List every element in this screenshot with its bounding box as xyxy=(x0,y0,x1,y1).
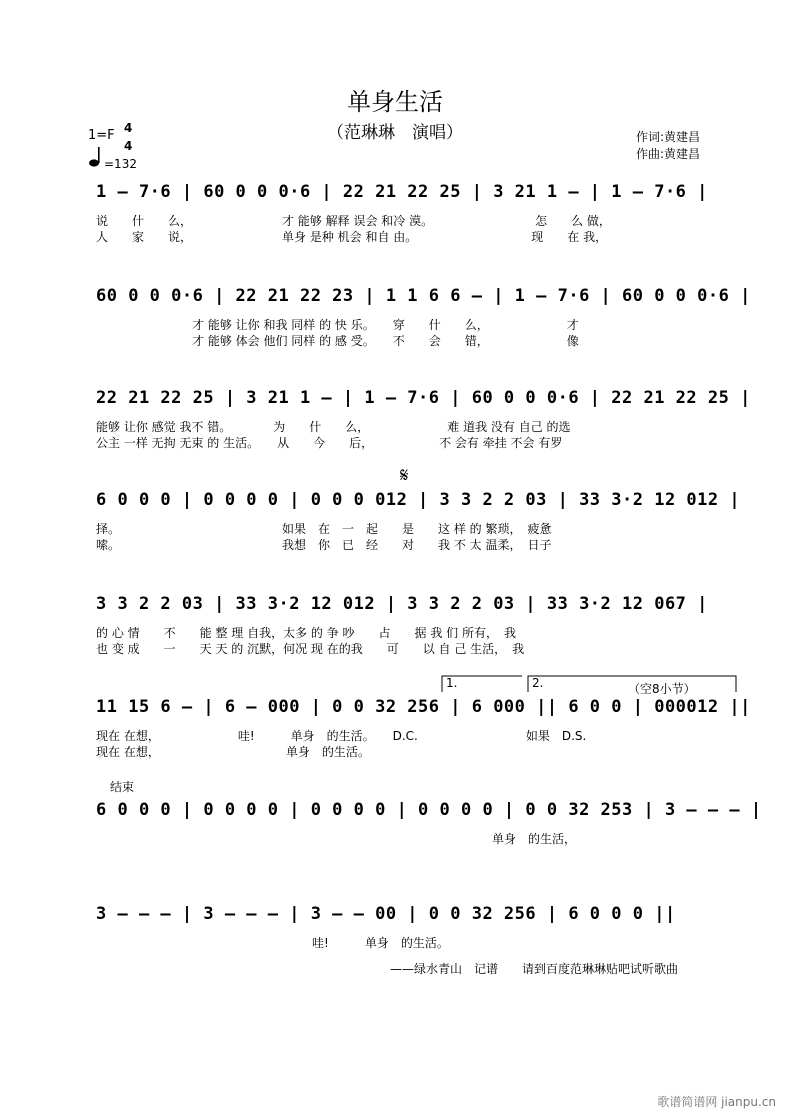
lyric-line-2: 嗦。 我想 你 已 经 对 我 不 太 温柔， 日子 xyxy=(96,538,552,552)
song-title: 单身生活 xyxy=(347,88,443,116)
transcriber-footer: ——绿水青山 记谱 请到百度范琳琳贴吧试听歌曲 xyxy=(390,962,679,976)
notation-line: 60 0 0 0·6 | 22 21 22 23 | 1 1 6 6 — | 1 — 7·6 | 60 0 0 0·6 | xyxy=(96,286,751,306)
lyric-line-2: 也 变 成 一 天 天 的 沉默，何况 现 在的我 可 以 自 己 生活， 我 xyxy=(96,642,525,656)
lyricist-credit: 作词:黄建昌 xyxy=(636,130,701,144)
time-signature-bottom: 4 xyxy=(124,139,133,153)
lyric-line-2: 才 能够 体会 他们 同样 的 感 受。 不 会 错， 像 xyxy=(96,334,579,348)
lyric-line-1: 说 什 么， 才 能够 解释 误会 和冷 漠。 怎 么 做， xyxy=(96,214,611,228)
lyric-line-2: 现在 在想， 单身 的生活。 xyxy=(96,745,370,759)
notation-line: 6 0 0 0 | 0 0 0 0 | 0 0 0 012 | 3 3 2 2 03 | 33 3·2 12 012 | xyxy=(96,490,741,510)
song-subtitle: （范琳琳 演唱） xyxy=(327,123,463,143)
composer-credit: 作曲:黄建昌 xyxy=(636,147,701,161)
lyric-line-1: 的 心 情 不 能 整 理 自我，太多 的 争 吵 占 据 我 们 所有， 我 xyxy=(96,626,516,640)
notation-line: 11 15 6 — | 6 — 000 | 0 0 32 256 | 6 000 || 6 0 0 | 000012 || xyxy=(96,697,751,717)
quarter-note-icon xyxy=(88,146,104,168)
lyric-line-1: 能够 让你 感觉 我不 错。 为 什 么， 难 道我 没有 自己 的选 xyxy=(96,420,571,434)
notation-line: 1 — 7·6 | 60 0 0 0·6 | 22 21 22 25 | 3 21 1 — | 1 — 7·6 | xyxy=(96,182,708,202)
volta-2-label: 2. xyxy=(532,676,544,690)
notation-line: 6 0 0 0 | 0 0 0 0 | 0 0 0 0 | 0 0 0 0 | 0 0 32 253 | 3 — — — | xyxy=(96,800,762,820)
tempo-marking: =132 xyxy=(104,157,137,171)
site-watermark: 歌谱简谱网 jianpu.cn xyxy=(657,1095,776,1109)
time-signature-top: 4 xyxy=(124,121,133,135)
lyric-line-2: 人 家 说， 单身 是种 机会 和自 由。 现 在 我， xyxy=(96,230,608,244)
lyric-line-1: 现在 在想， 哇! 单身 的生活。 D.C. 如果 D.S. xyxy=(96,729,587,743)
lyric-line-1: 才 能够 让你 和我 同样 的 快 乐。 穿 什 么， 才 xyxy=(96,318,579,332)
ending-label: 结束 xyxy=(110,780,135,794)
segno-sign: 𝄋 xyxy=(400,463,409,487)
lyric-line-1: 择。 如果 在 一 起 是 这 样 的 繁琐， 疲惫 xyxy=(96,522,552,536)
lyric-line-2: 公主 一样 无拘 无束 的 生活。 从 今 后， 不 会有 牵挂 不会 有罗 xyxy=(96,436,563,450)
notation-line: 3 3 2 2 03 | 33 3·2 12 012 | 3 3 2 2 03 | 33 3·2 12 067 | xyxy=(96,594,708,614)
lyric-line-1: 单身 的生活， xyxy=(96,832,577,846)
volta-brackets xyxy=(440,674,740,694)
key-signature: 1=F xyxy=(88,128,115,143)
notation-line: 22 21 22 25 | 3 21 1 — | 1 — 7·6 | 60 0 0 0·6 | 22 21 22 25 | xyxy=(96,388,751,408)
rest-bars-note: （空8小节） xyxy=(628,682,696,696)
lyric-line-1: 哇! 单身 的生活。 xyxy=(96,936,449,950)
notation-line: 3 — — — | 3 — — — | 3 — — 00 | 0 0 32 256 | 6 0 0 0 || xyxy=(96,904,676,924)
volta-1-label: 1. xyxy=(446,676,458,690)
